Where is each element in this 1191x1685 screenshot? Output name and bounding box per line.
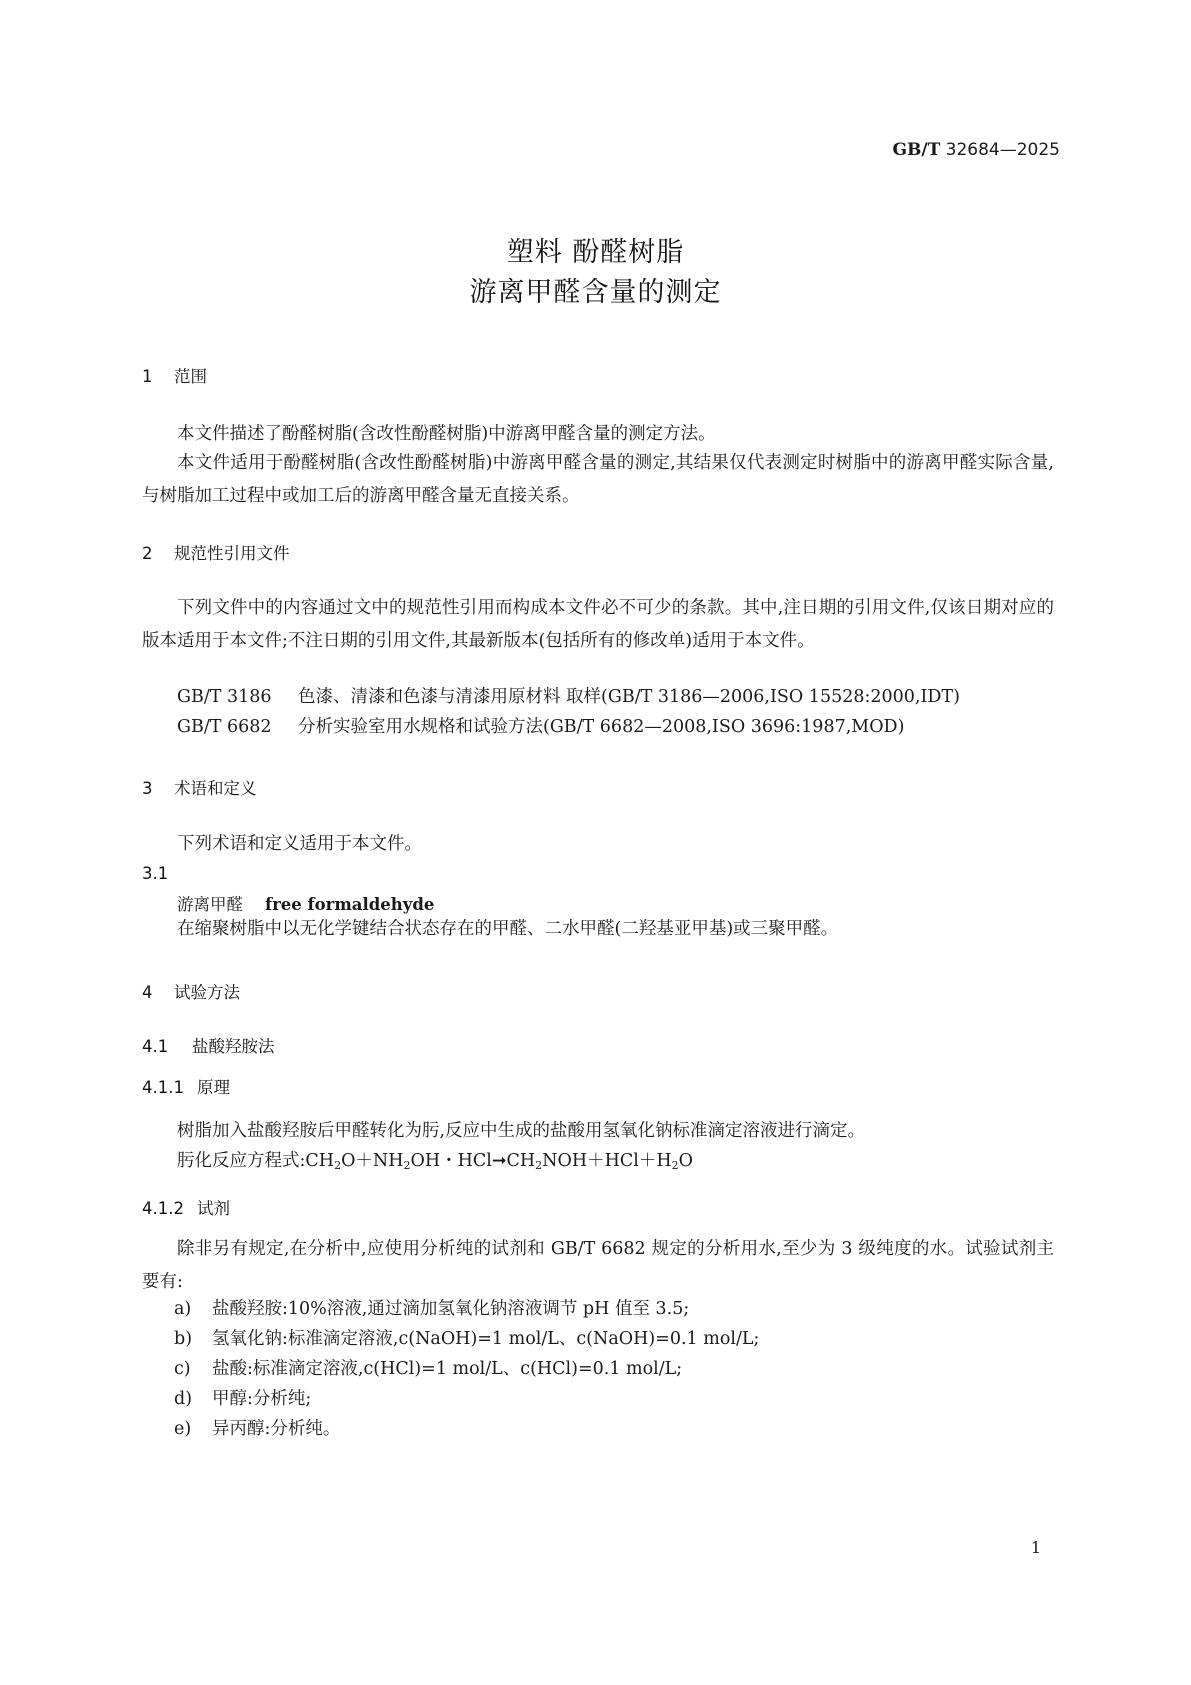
list-label: d)	[174, 1389, 193, 1409]
list-item	[174, 1383, 311, 1416]
paragraph: 下列文件中的内容通过文中的规范性引用而构成本文件必不可少的条款。其中,注日期的引用文件,仅该日期对应的版本适用于本文件;不注日期的引用文件,其最新版本(包括所有的修改单)适用于本文件。	[142, 598, 1054, 651]
list-text: 盐酸:标准滴定溶液,c(HCl)=1 mol/L、c(HCl)=0.1 mol/L;	[212, 1359, 683, 1379]
section-heading-2	[142, 540, 290, 564]
reference-item	[177, 711, 904, 744]
section-heading-3	[142, 775, 257, 799]
subsection-title: 原理	[197, 1078, 230, 1097]
paragraph: 树脂加入盐酸羟胺后甲醛转化为肟,反应中生成的盐酸用氢氧化钠标准滴定溶液进行滴定。	[177, 1121, 866, 1141]
reaction-equation	[177, 1145, 693, 1182]
reference-item	[177, 681, 960, 714]
reference-text: 色漆、清漆和色漆与清漆用原材料 取样(GB/T 3186—2006,ISO 15528:2000,IDT)	[298, 687, 960, 707]
reference-code: GB/T 3186	[177, 687, 272, 707]
subsection-heading-4-1	[142, 1033, 275, 1057]
list-text: 异丙醇:分析纯。	[212, 1419, 341, 1439]
paragraph: 下列术语和定义适用于本文件。	[177, 834, 422, 854]
paragraph: 本文件描述了酚醛树脂(含改性酚醛树脂)中游离甲醛含量的测定方法。	[177, 424, 716, 444]
subsection-number: 4.1.2	[142, 1199, 184, 1218]
term-english: free formaldehyde	[265, 895, 435, 914]
list-label: a)	[174, 1299, 192, 1319]
section-number: 2	[142, 544, 153, 563]
section-number: 1	[142, 367, 153, 386]
section-heading-4	[142, 979, 240, 1003]
page-number: 1	[1030, 1538, 1041, 1557]
standard-prefix: GB/T	[892, 140, 941, 160]
list-item	[174, 1323, 759, 1356]
section-number: 4	[142, 983, 153, 1002]
list-label: e)	[174, 1419, 192, 1439]
list-label: c)	[174, 1359, 191, 1379]
list-text: 盐酸羟胺:10%溶液,通过滴加氢氧化钠溶液调节 pH 值至 3.5;	[212, 1299, 690, 1319]
subsection-title: 盐酸羟胺法	[192, 1037, 275, 1056]
reference-text: 分析实验室用水规格和试验方法(GB/T 6682—2008,ISO 3696:1987,MOD)	[298, 717, 905, 737]
subsection-heading-4-1-2	[142, 1195, 230, 1219]
paragraph: 除非另有规定,在分析中,应使用分析纯的试剂和 GB/T 6682 规定的分析用水,至少为 3 级纯度的水。试验试剂主要有:	[142, 1239, 1054, 1292]
list-item	[174, 1413, 340, 1446]
section-title: 规范性引用文件	[174, 544, 290, 563]
list-item	[174, 1353, 682, 1386]
equation-formula: $CH_2O+NH_2OH$・$HCl➞CH_2NOH+HCl+H_2O$	[305, 1151, 693, 1172]
paragraph: 本文件适用于酚醛树脂(含改性酚醛树脂)中游离甲醛含量的测定,其结果仅代表测定时树脂中的游离甲醛实际含量,与树脂加工过程中或加工后的游离甲醛含量无直接关系。	[142, 453, 1054, 506]
document-title-line1: 塑料 酚醛树脂	[506, 237, 685, 268]
reference-code: GB/T 6682	[177, 717, 272, 737]
term-number: 3.1	[142, 864, 169, 883]
subsection-number: 4.1	[142, 1037, 169, 1056]
list-text: 甲醇:分析纯;	[212, 1389, 312, 1409]
standard-number	[893, 140, 1061, 160]
term-chinese: 游离甲醛	[177, 895, 243, 914]
section-title: 试验方法	[174, 983, 240, 1002]
section-number: 3	[142, 779, 153, 798]
term-definition: 在缩聚树脂中以无化学键结合状态存在的甲醛、二水甲醛(二羟基亚甲基)或三聚甲醛。	[177, 919, 839, 939]
list-label: b)	[174, 1329, 193, 1349]
section-heading-1	[142, 363, 207, 387]
list-item	[174, 1293, 689, 1326]
subsection-heading-4-1-1	[142, 1074, 230, 1098]
subsection-title: 试剂	[197, 1199, 230, 1218]
equation-label: 肟化反应方程式:	[177, 1151, 306, 1171]
section-title: 术语和定义	[174, 779, 257, 798]
subsection-number: 4.1.1	[142, 1078, 184, 1097]
list-text: 氢氧化钠:标准滴定溶液,c(NaOH)=1 mol/L、c(NaOH)=0.1 mol/L;	[212, 1329, 760, 1349]
term-entry	[177, 891, 434, 915]
section-title: 范围	[174, 367, 207, 386]
document-title-line2: 游离甲醛含量的测定	[469, 277, 722, 308]
standard-code: 32684—2025	[945, 140, 1060, 160]
